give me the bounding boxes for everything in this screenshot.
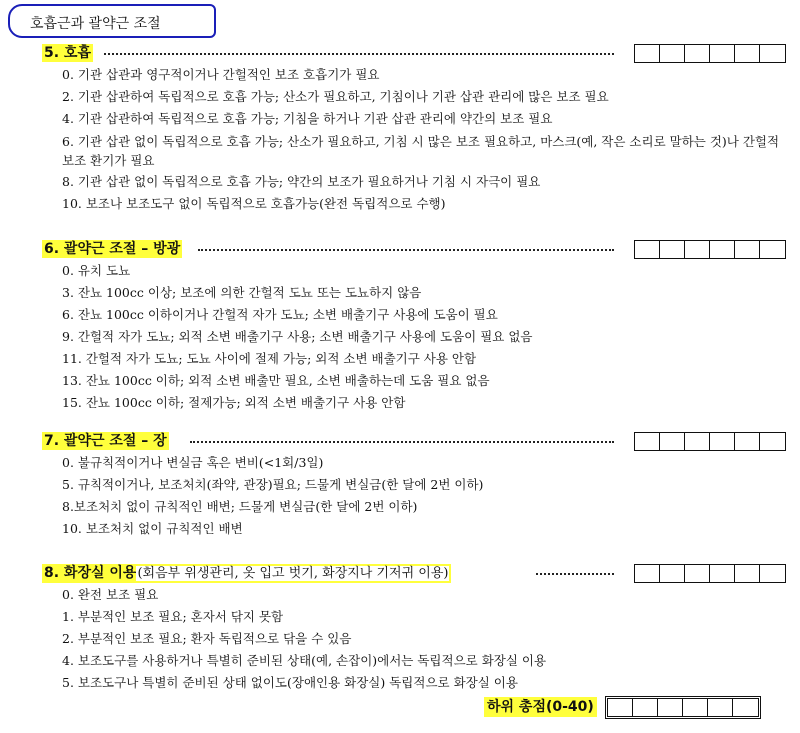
page-title-box	[8, 4, 216, 38]
list-item: 3. 잔뇨 100cc 이상; 보조에 의한 간헐적 도뇨 또는 도뇨하지 않음	[62, 285, 422, 300]
list-item: 6. 기관 삽관 없이 독립적으로 호흡 가능; 산소가 필요하고, 기침 시 많은 보조 필요하고, 마스크(예, 작은 소리로 말하는 것)나 간헐적 보조 환기가 필요	[62, 134, 780, 168]
subtotal-row	[484, 695, 761, 719]
section-header	[0, 430, 800, 452]
section-header	[0, 238, 800, 260]
section-breathing	[0, 42, 800, 215]
section-toilet	[0, 562, 800, 694]
option-list	[0, 64, 800, 215]
list-item: 2. 기관 삽관하여 독립적으로 호흡 가능; 산소가 필요하고, 기침이나 기관 삽관 관리에 많은 보조 필요	[62, 89, 609, 104]
subtotal-label: 하위 총점(0-40)	[484, 697, 597, 717]
list-item: 11. 간헐적 자가 도뇨; 도뇨 사이에 절제 가능; 외적 소변 배출기구 사용 안함	[62, 351, 477, 366]
option-list	[0, 584, 800, 694]
list-item: 0. 유치 도뇨	[62, 263, 131, 278]
list-item: 5. 규칙적이거나, 보조처치(좌약, 관장)필요; 드물게 변실금(한 달에 2번 이하)	[62, 477, 484, 492]
leader-dots	[198, 249, 614, 251]
score-boxes[interactable]	[634, 44, 786, 63]
page-title: 호흡근과 괄약근 조절	[30, 16, 161, 32]
score-boxes[interactable]	[634, 432, 786, 451]
list-item: 2. 부분적인 보조 필요; 환자 독립적으로 닦을 수 있음	[62, 631, 352, 646]
list-item: 10. 보조나 보조도구 없이 독립적으로 호흡가능(완전 독립적으로 수행)	[62, 196, 446, 211]
leader-dots	[190, 441, 614, 443]
section-title: 6. 괄약근 조절 – 방광	[44, 241, 181, 257]
list-item: 0. 기관 삽관과 영구적이거나 간헐적인 보조 호흡기가 필요	[62, 67, 380, 82]
option-list	[0, 452, 800, 540]
list-item: 10. 보조처치 없이 규칙적인 배변	[62, 521, 243, 536]
score-boxes[interactable]	[634, 564, 786, 583]
list-item: 5. 보조도구나 특별히 준비된 상태 없이도(장애인용 화장실) 독립적으로 화장실 이용	[62, 675, 518, 690]
leader-dots	[536, 573, 614, 575]
leader-dots	[104, 53, 614, 55]
list-item: 15. 잔뇨 100cc 이하; 절제가능; 외적 소변 배출기구 사용 안함	[62, 395, 406, 410]
section-title: 7. 괄약근 조절 – 장	[44, 433, 167, 449]
list-item: 6. 잔뇨 100cc 이하이거나 간헐적 자가 도뇨; 소변 배출기구 사용에 도움이 필요	[62, 307, 498, 322]
list-item: 9. 간헐적 자가 도뇨; 외적 소변 배출기구 사용; 소변 배출기구 사용에 도움이 필요 없음	[62, 329, 533, 344]
list-item: 8.보조처치 없이 규칙적인 배변; 드물게 변실금(한 달에 2번 이하)	[62, 499, 418, 514]
list-item: 0. 완전 보조 필요	[62, 587, 159, 602]
section-header	[0, 42, 800, 64]
list-item: 4. 기관 삽관하여 독립적으로 호흡 가능; 기침을 하거나 기관 삽관 관리에 약간의 보조 필요	[62, 111, 553, 126]
section-title: 8. 화장실 이용(회음부 위생관리, 옷 입고 벗기, 화장지나 기저귀 이용)	[44, 565, 449, 581]
score-boxes[interactable]	[634, 240, 786, 259]
section-header	[0, 562, 800, 584]
section-bowel	[0, 430, 800, 540]
list-item: 13. 잔뇨 100cc 이하; 외적 소변 배출만 필요, 소변 배출하는데 도움 필요 없음	[62, 373, 490, 388]
list-item: 1. 부분적인 보조 필요; 혼자서 닦지 못함	[62, 609, 284, 624]
list-item: 8. 기관 삽관 없이 독립적으로 호흡 가능; 약간의 보조가 필요하거나 기침 시 자극이 필요	[62, 174, 541, 189]
section-bladder	[0, 238, 800, 414]
list-item: 0. 불규칙적이거나 변실금 혹은 변비(<1회/3일)	[62, 455, 324, 470]
list-item: 4. 보조도구를 사용하거나 특별히 준비된 상태(예, 손잡이)에서는 독립적으로 화장실 이용	[62, 653, 547, 668]
subtotal-boxes[interactable]	[605, 696, 761, 719]
option-list	[0, 260, 800, 414]
section-note: (회음부 위생관리, 옷 입고 벗기, 화장지나 기저귀 이용)	[137, 566, 449, 581]
section-title: 5. 호흡	[44, 45, 91, 61]
